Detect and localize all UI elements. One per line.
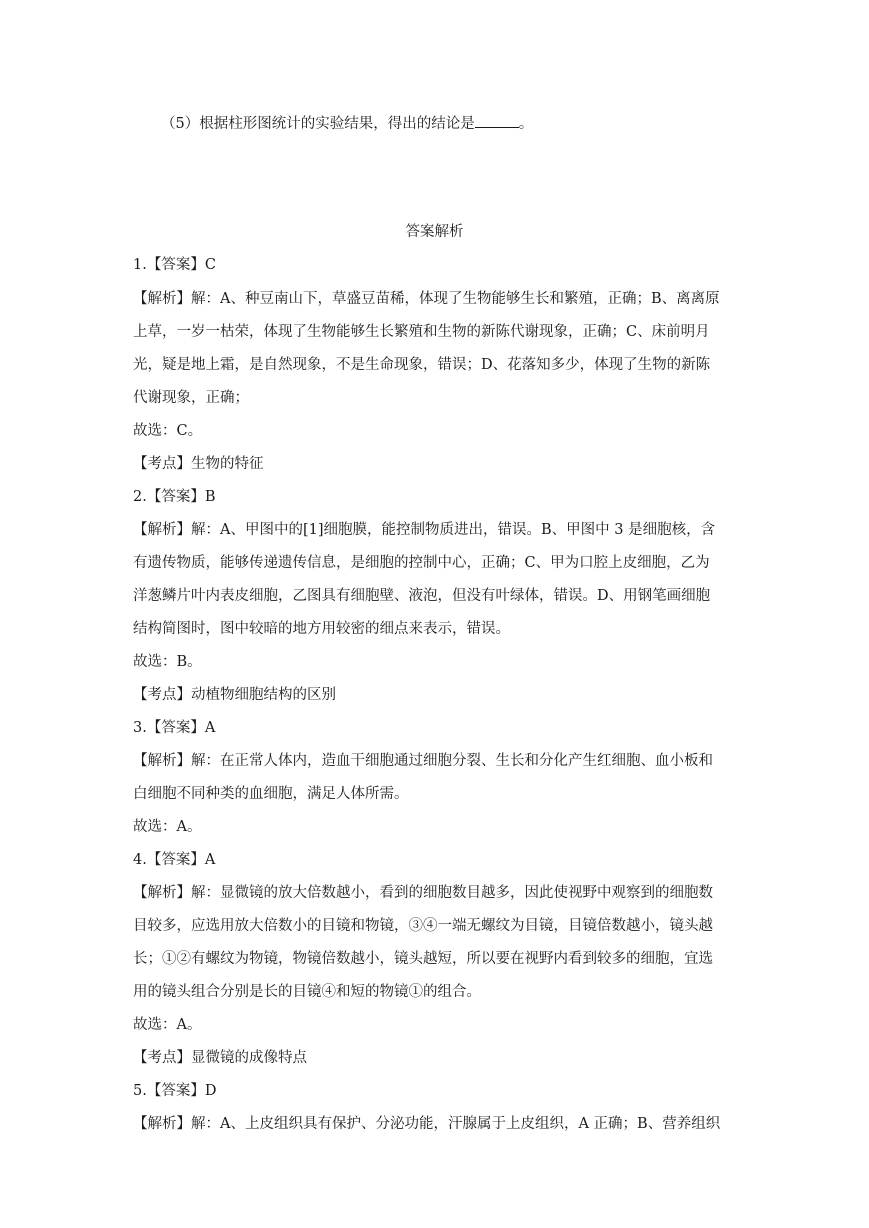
- text-line: 白细胞不同种类的血细胞，满足人体所需。: [133, 786, 409, 802]
- text-line: 【解析】解：A、种豆南山下，草盛豆苗稀，体现了生物能够生长和繁殖，正确；B、离离原: [133, 291, 720, 307]
- text-line: 4.【答案】A: [133, 852, 216, 868]
- text-line: 故选：C。: [133, 423, 203, 439]
- question-5-suffix: 。: [518, 116, 534, 132]
- text-line: 上草，一岁一枯荣，体现了生物能够生长繁殖和生物的新陈代谢现象，正确；C、床前明月: [133, 324, 710, 340]
- text-line: 3.【答案】A: [133, 720, 216, 736]
- text-line: 结构简图时，图中较暗的地方用较密的细点来表示，错误。: [133, 621, 510, 637]
- page-title: 答案解析: [405, 224, 464, 240]
- text-line: 【考点】显微镜的成像特点: [133, 1050, 307, 1066]
- text-line: 2.【答案】B: [133, 489, 216, 505]
- text-line: 故选：B。: [133, 654, 202, 670]
- text-line: 代谢现象，正确；: [133, 390, 249, 406]
- text-line: 有遗传物质，能够传递遗传信息，是细胞的控制中心，正确；C、甲为口腔上皮细胞，乙为: [133, 555, 710, 571]
- text-line: 用的镜头组合分别是长的目镜④和短的物镜①的组合。: [133, 984, 481, 1000]
- text-line: 目较多，应选用放大倍数小的目镜和物镜，③④一端无螺纹为目镜，目镜倍数越小，镜头越: [133, 918, 713, 934]
- text-line: 【解析】解：A、上皮组织具有保护、分泌功能，汗腺属于上皮组织，A 正确；B、营养组织: [133, 1116, 721, 1132]
- text-line: 1.【答案】C: [133, 257, 216, 273]
- question-5-prefix: （5）根据柱形图统计的实验结果，得出的结论是: [161, 116, 475, 132]
- text-line: 5.【答案】D: [133, 1083, 217, 1099]
- question-5: [161, 113, 533, 134]
- text-line: 【解析】解：显微镜的放大倍数越小，看到的细胞数目越多，因此使视野中观察到的细胞数: [133, 885, 713, 901]
- text-line: 【考点】生物的特征: [133, 456, 264, 472]
- text-line: 洋葱鳞片叶内表皮细胞，乙图具有细胞壁、液泡，但没有叶绿体，错误。D、用钢笔画细胞: [133, 588, 711, 604]
- text-line: 【解析】解：在正常人体内，造血干细胞通过细胞分裂、生长和分化产生红细胞、血小板和: [133, 753, 713, 769]
- text-line: 故选：A。: [133, 1017, 202, 1033]
- text-line: 【考点】动植物细胞结构的区别: [133, 687, 336, 703]
- text-line: 故选：A。: [133, 819, 202, 835]
- text-line: 长；①②有螺纹为物镜，物镜倍数越小，镜头越短，所以要在视野内看到较多的细胞，宜选: [133, 951, 713, 967]
- text-line: 光，疑是地上霜，是自然现象，不是生命现象，错误；D、花落知多少，体现了生物的新陈: [133, 357, 711, 373]
- text-line: 【解析】解：A、甲图中的[1]细胞膜，能控制物质进出，错误。B、甲图中 3 是细胞核，含: [133, 522, 716, 538]
- answer-blank: [475, 113, 519, 128]
